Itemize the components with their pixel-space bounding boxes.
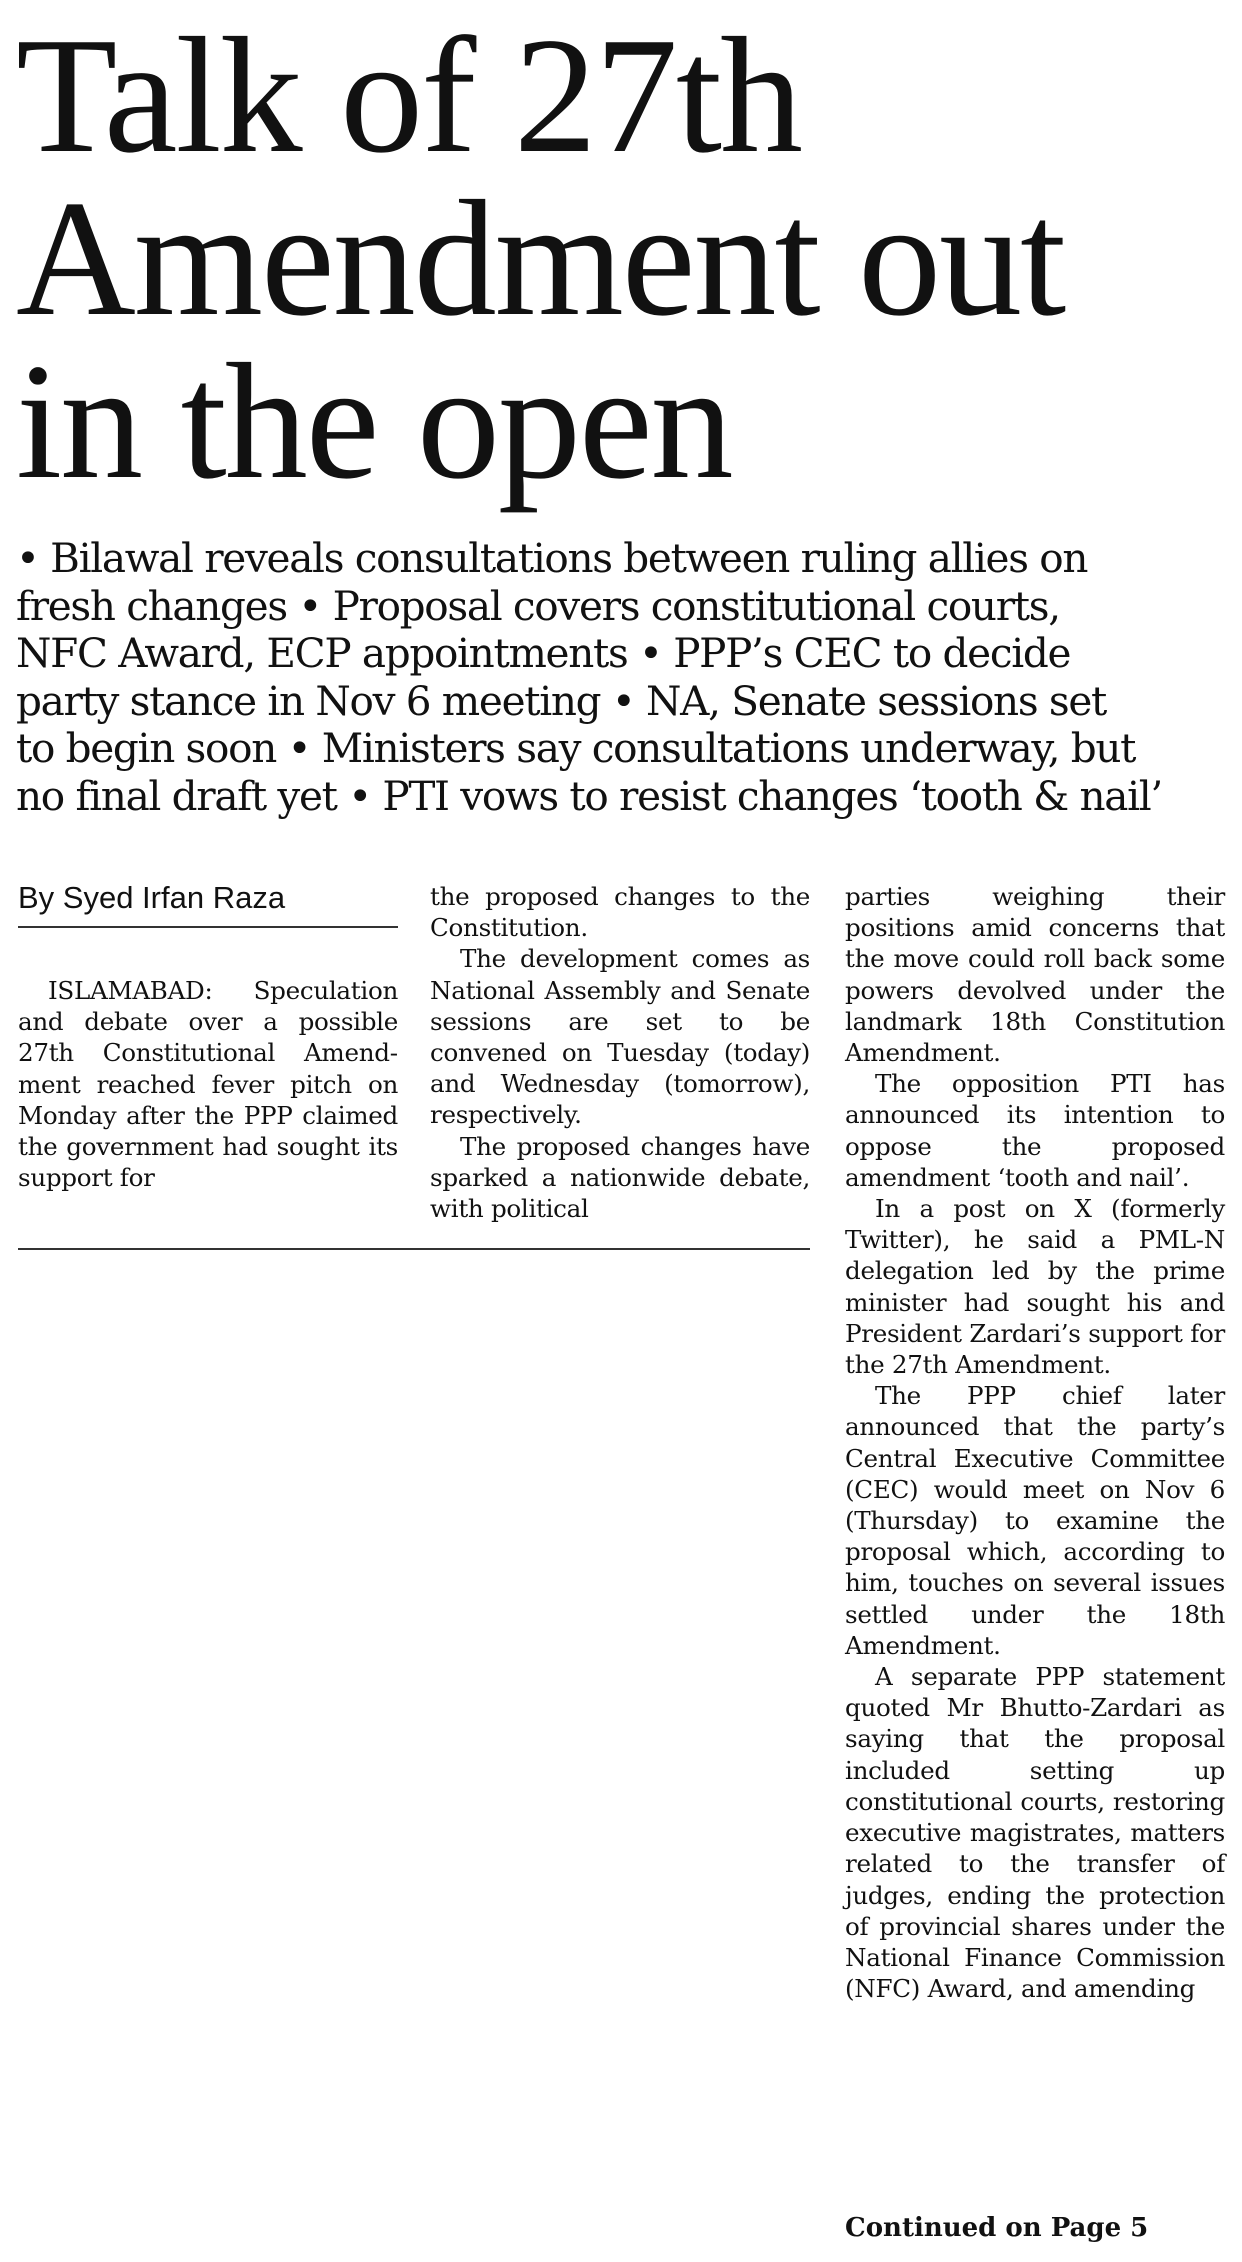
paragraph: The PPP chief later announced that the party’s Central Executive Committee (CEC) would meet on Nov 6 (Thursday) to examine the proposal which, according to him, touches on several issues settled under the 18th Amendment. <box>845 1381 1225 1660</box>
deck-line: fresh changes • Proposal covers constitutional courts, <box>16 581 1060 630</box>
paragraph: A separate PPP statement quoted Mr Bhutto-Zardari as saying that the proposal included setting up constitutional courts, restoring executive magistrates, matters related to the transfer of judges, ending the protection of provincial shares under the National Finance Commission (NFC) Award, and amending <box>845 1662 1225 2004</box>
headline-line: Amendment out <box>16 166 1065 350</box>
continued-on-page: Continued on Page 5 <box>845 2213 1149 2243</box>
paragraph: The proposed changes have sparked a nationwide debate, with political <box>430 1131 810 1224</box>
deck-line: to begin soon • Ministers say consultations underway, but <box>16 724 1136 773</box>
deck-line: no final draft yet • PTI vows to resist changes ‘tooth & nail’ <box>16 771 1162 820</box>
paragraph: The development comes as National Assembly and Senate sessions are set to be convened on Tuesday (today) and Wednesday (tomorrow), respectively. <box>430 944 810 1130</box>
byline: By Syed Irfan Raza <box>18 878 398 928</box>
paragraph: ISLAMABAD: Speculation and debate over a possible 27th Constitutional Amendment reached fever pitch on Monday after the PPP claimed the government had sought its support for <box>18 976 398 1193</box>
deck-line: NFC Award, ECP appointments • PPP’s CEC to decide <box>16 629 1071 678</box>
paragraph: The opposition PTI has announced its intention to oppose the proposed amendment ‘tooth and nail’. <box>845 1069 1225 1192</box>
deck-line: • Bilawal reveals consultations between ruling allies on <box>16 534 1088 582</box>
headline <box>16 3 1226 513</box>
article-column-3 <box>845 881 1225 2004</box>
paragraph: parties weighing their positions amid concerns that the move could roll back some powers devolved under the landmark 18th Constitution Amendment. <box>845 882 1225 1068</box>
headline-line: Talk of 27th <box>16 3 802 187</box>
article-column-2 <box>430 881 810 1224</box>
paragraph: the proposed changes to the Constitution. <box>430 882 810 943</box>
article-column-1 <box>18 975 398 1193</box>
deck-line: party stance in Nov 6 meeting • NA, Senate sessions set <box>16 676 1107 725</box>
column-divider-rule <box>18 1248 810 1250</box>
headline-line: in the open <box>16 329 732 513</box>
paragraph: In a post on X (formerly Twitter), he said a PML-N delegation led by the prime minister had sought his and President Zardari’s support for the 27th Amendment. <box>845 1194 1225 1380</box>
deck-summary <box>16 535 1226 821</box>
